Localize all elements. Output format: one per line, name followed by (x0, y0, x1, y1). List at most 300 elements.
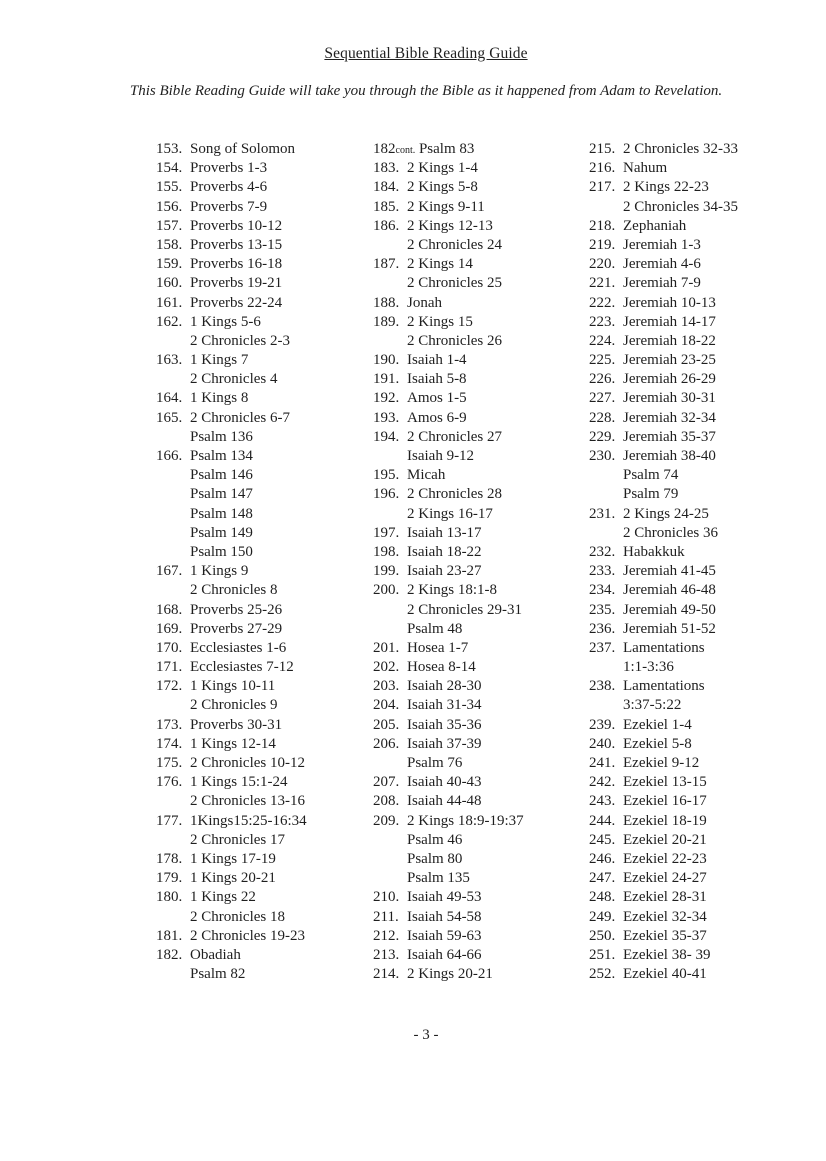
entry-reading: 2 Kings 16-17 (407, 505, 493, 522)
reading-entry (589, 140, 799, 159)
entry-reading: Psalm 134 (190, 448, 253, 464)
reading-entry (589, 620, 799, 639)
entry-reading: Isaiah 1-4 (407, 352, 467, 369)
entry-number: 225. (589, 352, 616, 369)
entry-number: 171. (156, 659, 183, 676)
entry-reading: 2 Kings 22-23 (623, 179, 709, 196)
reading-entry (156, 543, 361, 562)
entry-number: 220. (589, 256, 616, 273)
page-number: - 3 - (413, 1027, 439, 1043)
reading-entry (373, 274, 583, 293)
entry-number: 247. (589, 870, 616, 887)
entry-number: 201. (373, 639, 400, 656)
entry-number: 180. (156, 889, 183, 906)
reading-entry (156, 946, 361, 965)
reading-entry (589, 409, 799, 428)
entry-reading: Proverbs 10-12 (190, 217, 283, 234)
entry-number: 154. (156, 160, 183, 177)
reading-entry (373, 581, 583, 600)
reading-entry (156, 140, 361, 159)
reading-entry (373, 792, 583, 811)
entry-number: 221. (589, 275, 616, 292)
entry-number: 194. (373, 428, 400, 445)
reading-entry (156, 677, 361, 696)
reading-entry (373, 888, 583, 907)
reading-entry (373, 812, 583, 831)
entry-number: 191. (373, 371, 400, 388)
entry-reading: Isaiah 31-34 (407, 697, 482, 714)
entry-reading: 2 Chronicles 9 (190, 697, 278, 714)
entry-reading: 1:1-3:36 (623, 659, 674, 676)
entry-reading: Ecclesiastes 1-6 (190, 639, 287, 656)
entry-reading: Psalm 79 (623, 486, 679, 503)
reading-entry (373, 140, 583, 159)
reading-entry (373, 754, 583, 773)
entry-reading: Psalm 135 (407, 870, 470, 887)
entry-reading: Isaiah 44-48 (407, 793, 482, 810)
entry-reading: Isaiah 28-30 (407, 678, 482, 695)
reading-entry (156, 562, 361, 581)
entry-reading: 2 Chronicles 28 (407, 486, 502, 503)
entry-number: 203. (373, 678, 400, 695)
reading-entry (156, 601, 361, 620)
reading-entry (156, 812, 361, 831)
entry-number: 193. (373, 409, 400, 426)
entry-reading: 2 Chronicles 17 (190, 831, 285, 848)
entry-number: 232. (589, 543, 616, 560)
entry-reading: Psalm 83 (418, 141, 475, 157)
entry-number: 233. (589, 563, 616, 580)
entry-number: 166. (156, 448, 183, 464)
reading-entry (156, 313, 361, 332)
entry-reading: 1 Kings 10-11 (190, 678, 276, 695)
entry-number: 251. (589, 946, 616, 963)
entry-reading: Ezekiel 1-4 (623, 716, 692, 733)
page-intro: This Bible Reading Guide will take you through the Bible as it happened from Adam to Revelation. (129, 83, 723, 99)
entry-reading: Jeremiah 46-48 (623, 582, 716, 599)
entry-reading: Micah (407, 467, 446, 484)
reading-entry (373, 908, 583, 927)
reading-entry (156, 485, 361, 504)
entry-number: 172. (156, 678, 183, 695)
entry-number: 213. (373, 946, 400, 963)
entry-reading: 2 Chronicles 32-33 (623, 141, 738, 157)
entry-reading: Ezekiel 35-37 (623, 927, 707, 944)
entry-reading: Proverbs 4-6 (190, 179, 268, 196)
reading-entry (156, 716, 361, 735)
reading-entry (373, 198, 583, 217)
reading-entry (373, 236, 583, 255)
entry-reading: Jeremiah 49-50 (623, 601, 716, 618)
entry-reading: 2 Chronicles 8 (190, 582, 278, 599)
reading-entry (373, 485, 583, 504)
entry-reading: Psalm 74 (623, 467, 679, 484)
entry-reading: Nahum (623, 160, 668, 177)
entry-reading: Ezekiel 24-27 (623, 870, 707, 887)
entry-number: 230. (589, 448, 616, 464)
entry-reading: Ezekiel 13-15 (623, 774, 707, 791)
reading-entry (373, 658, 583, 677)
reading-entry (373, 677, 583, 696)
reading-entry (156, 831, 361, 850)
entry-number: 188. (373, 294, 400, 311)
entry-reading: 2 Kings 12-13 (407, 217, 493, 234)
entry-reading: Proverbs 13-15 (190, 236, 283, 253)
entry-reading: Jeremiah 4-6 (623, 256, 701, 273)
entry-number: 164. (156, 390, 183, 407)
entry-number: 174. (156, 735, 183, 752)
reading-entry (373, 313, 583, 332)
entry-number: 250. (589, 927, 616, 944)
reading-entry (589, 217, 799, 236)
entry-number: 182. (156, 946, 183, 963)
entry-number: 183. (373, 160, 400, 177)
reading-entry (373, 850, 583, 869)
reading-entry (373, 409, 583, 428)
entry-number: 245. (589, 831, 616, 848)
entry-reading: Jonah (407, 294, 442, 311)
entry-reading: Proverbs 1-3 (190, 160, 268, 177)
entry-number: 215. (589, 141, 616, 157)
entry-number: 204. (373, 697, 400, 714)
entry-number: 165. (156, 409, 183, 426)
reading-entry (156, 466, 361, 485)
entry-number: 242. (589, 774, 616, 791)
entry-number: 223. (589, 313, 616, 330)
entry-number: 195. (373, 467, 400, 484)
reading-entry (373, 428, 583, 447)
reading-entry (156, 409, 361, 428)
entry-reading: Amos 6-9 (407, 409, 467, 426)
entry-number: 238. (589, 678, 616, 695)
entry-reading: 2 Kings 18:1-8 (407, 582, 497, 599)
reading-entry (589, 716, 799, 735)
reading-entry (373, 159, 583, 178)
reading-entry (589, 677, 799, 696)
entry-number: 161. (156, 294, 183, 311)
entry-number: 190. (373, 352, 400, 369)
reading-entry (156, 389, 361, 408)
entry-number: 214. (373, 966, 400, 983)
entry-number: 229. (589, 428, 616, 445)
reading-entry (589, 447, 799, 466)
reading-entry (373, 178, 583, 197)
entry-reading: Jeremiah 32-34 (623, 409, 716, 426)
reading-entry (589, 505, 799, 524)
reading-entry (589, 543, 799, 562)
entry-reading: 2 Chronicles 6-7 (190, 409, 290, 426)
entry-reading: Jeremiah 30-31 (623, 390, 716, 407)
reading-entry (589, 466, 799, 485)
reading-entry (589, 198, 799, 217)
entry-number: 211. (373, 908, 399, 925)
entry-number: 212. (373, 927, 400, 944)
entry-reading: 1 Kings 22 (190, 889, 256, 906)
reading-entry (373, 255, 583, 274)
entry-reading: 2 Chronicles 29-31 (407, 601, 522, 618)
entry-reading: Psalm 146 (190, 467, 253, 484)
reading-entry (156, 428, 361, 447)
entry-number: 207. (373, 774, 400, 791)
entry-reading: Jeremiah 41-45 (623, 563, 716, 580)
entry-number: 155. (156, 179, 183, 196)
entry-number: 176. (156, 774, 183, 791)
entry-reading: Ezekiel 16-17 (623, 793, 707, 810)
reading-entry (589, 389, 799, 408)
reading-entry (156, 581, 361, 600)
reading-entry (589, 850, 799, 869)
reading-entry (156, 773, 361, 792)
entry-reading: Isaiah 40-43 (407, 774, 482, 791)
entry-reading: Psalm 80 (407, 850, 463, 867)
entry-continued-mark: cont. (395, 145, 416, 156)
entry-number: 244. (589, 812, 616, 829)
entry-reading: 2 Kings 15 (407, 313, 473, 330)
entry-reading: Psalm 150 (190, 543, 253, 560)
entry-reading: Hosea 8-14 (407, 659, 476, 676)
entry-reading: Amos 1-5 (407, 390, 467, 407)
reading-entry (373, 447, 583, 466)
entry-reading: 2 Chronicles 18 (190, 908, 285, 925)
entry-reading: Isaiah 9-12 (407, 448, 475, 464)
reading-entry (156, 965, 361, 984)
entry-number: 162. (156, 313, 183, 330)
entry-number: 224. (589, 332, 616, 349)
entry-number: 219. (589, 236, 616, 253)
entry-number: 199. (373, 563, 400, 580)
entry-number: 189. (373, 313, 400, 330)
entry-reading: Proverbs 22-24 (190, 294, 283, 311)
entry-reading: Psalm 82 (190, 966, 246, 983)
entry-reading: 2 Chronicles 4 (190, 371, 278, 388)
reading-column-1 (156, 140, 361, 984)
reading-entry (156, 792, 361, 811)
entry-reading: Ezekiel 20-21 (623, 831, 707, 848)
entry-number: 218. (589, 217, 616, 234)
entry-reading: Psalm 149 (190, 524, 253, 541)
entry-reading: Ezekiel 40-41 (623, 966, 707, 983)
reading-entry (373, 773, 583, 792)
entry-number: 246. (589, 850, 616, 867)
entry-reading: Isaiah 13-17 (407, 524, 482, 541)
entry-reading: 2 Chronicles 13-16 (190, 793, 305, 810)
entry-number: 197. (373, 524, 400, 541)
entry-reading: Isaiah 64-66 (407, 946, 482, 963)
reading-entry (373, 351, 583, 370)
entry-reading: Proverbs 25-26 (190, 601, 283, 618)
reading-entry (156, 236, 361, 255)
reading-entry (589, 908, 799, 927)
entry-reading: Psalm 76 (407, 755, 463, 771)
entry-reading: 1 Kings 8 (190, 390, 249, 407)
reading-entry (589, 524, 799, 543)
entry-number: 163. (156, 352, 183, 369)
reading-entry (589, 581, 799, 600)
reading-entry (589, 735, 799, 754)
entry-reading: Ezekiel 28-31 (623, 889, 707, 906)
entry-reading: 2 Chronicles 2-3 (190, 332, 290, 349)
reading-entry (373, 927, 583, 946)
entry-number: 153. (156, 141, 183, 157)
entry-reading: Jeremiah 26-29 (623, 371, 716, 388)
entry-reading: 2 Chronicles 34-35 (623, 198, 738, 215)
reading-entry (589, 754, 799, 773)
entry-reading: 2 Chronicles 25 (407, 275, 502, 292)
entry-number: 196. (373, 486, 400, 503)
reading-entry (156, 274, 361, 293)
reading-entry (373, 217, 583, 236)
entry-number: 184. (373, 179, 400, 196)
reading-entry (373, 466, 583, 485)
entry-reading: 1 Kings 7 (190, 352, 249, 369)
entry-number: 222. (589, 294, 616, 311)
reading-entry (156, 505, 361, 524)
entry-reading: Hosea 1-7 (407, 639, 469, 656)
entry-reading: Isaiah 18-22 (407, 543, 482, 560)
entry-number: 243. (589, 793, 616, 810)
reading-entry (156, 754, 361, 773)
entry-reading: Isaiah 5-8 (407, 371, 467, 388)
entry-number: 248. (589, 889, 616, 906)
entry-reading: 1 Kings 17-19 (190, 850, 276, 867)
reading-entry (156, 198, 361, 217)
entry-reading: Psalm 148 (190, 505, 253, 522)
reading-column-2 (373, 140, 583, 984)
reading-entry (373, 543, 583, 562)
entry-reading: Zephaniah (623, 217, 687, 234)
entry-number: 156. (156, 198, 183, 215)
reading-entry (156, 639, 361, 658)
entry-number: 239. (589, 716, 616, 733)
reading-entry (156, 332, 361, 351)
reading-entry (156, 255, 361, 274)
entry-reading: Isaiah 35-36 (407, 716, 482, 733)
entry-reading: Psalm 147 (190, 486, 253, 503)
reading-entry (373, 639, 583, 658)
reading-entry (589, 927, 799, 946)
entry-reading: 2 Chronicles 27 (407, 428, 502, 445)
reading-entry (589, 601, 799, 620)
entry-reading: 2 Kings 24-25 (623, 505, 709, 522)
reading-entry (156, 447, 361, 466)
entry-number: 178. (156, 850, 183, 867)
entry-reading: Proverbs 30-31 (190, 716, 283, 733)
entry-number: 187. (373, 256, 400, 273)
reading-entry (589, 351, 799, 370)
reading-entry (156, 696, 361, 715)
entry-reading: 2 Kings 14 (407, 256, 473, 273)
entry-reading: Ezekiel 18-19 (623, 812, 707, 829)
entry-reading: Jeremiah 38-40 (623, 448, 716, 464)
entry-reading: 1 Kings 20-21 (190, 870, 276, 887)
reading-entry (156, 620, 361, 639)
reading-entry (156, 888, 361, 907)
reading-entry (373, 601, 583, 620)
entry-reading: 3:37-5:22 (623, 697, 682, 714)
reading-entry (589, 159, 799, 178)
entry-reading: Lamentations (623, 678, 705, 695)
reading-entry (373, 946, 583, 965)
entry-reading: Ezekiel 22-23 (623, 850, 707, 867)
entry-reading: Psalm 48 (407, 620, 463, 637)
entry-reading: 2 Kings 5-8 (407, 179, 478, 196)
entry-reading: Isaiah 59-63 (407, 927, 482, 944)
entry-number: 186. (373, 217, 400, 234)
reading-entry (373, 716, 583, 735)
entry-reading: 2 Kings 9-11 (407, 198, 485, 215)
reading-entry (373, 831, 583, 850)
reading-entry (589, 236, 799, 255)
reading-entry (156, 351, 361, 370)
entry-reading: 2 Chronicles 24 (407, 236, 502, 253)
entry-reading: Ezekiel 5-8 (623, 735, 692, 752)
reading-entry (373, 370, 583, 389)
entry-reading: 2 Kings 20-21 (407, 966, 493, 983)
entry-reading: Jeremiah 51-52 (623, 620, 716, 637)
reading-entry (589, 812, 799, 831)
entry-reading: Obadiah (190, 946, 241, 963)
entry-reading: Isaiah 37-39 (407, 735, 482, 752)
entry-number: 208. (373, 793, 400, 810)
entry-reading: 2 Chronicles 19-23 (190, 927, 305, 944)
entry-reading: Proverbs 27-29 (190, 620, 283, 637)
reading-entry (373, 869, 583, 888)
entry-reading: Proverbs 7-9 (190, 198, 268, 215)
entry-number: 236. (589, 620, 616, 637)
entry-reading: Proverbs 16-18 (190, 256, 283, 273)
reading-entry (373, 735, 583, 754)
entry-number: 226. (589, 371, 616, 388)
reading-entry (373, 505, 583, 524)
reading-entry (589, 428, 799, 447)
entry-number: 160. (156, 275, 183, 292)
entry-number: 228. (589, 409, 616, 426)
entry-number: 235. (589, 601, 616, 618)
reading-entry (156, 524, 361, 543)
entry-reading: 1 Kings 15:1-24 (190, 774, 288, 791)
entry-reading: Jeremiah 18-22 (623, 332, 716, 349)
reading-entry (589, 562, 799, 581)
entry-reading: Isaiah 49-53 (407, 889, 482, 906)
entry-number: 216. (589, 160, 616, 177)
entry-reading: Ezekiel 32-34 (623, 908, 707, 925)
entry-reading: Ezekiel 9-12 (623, 755, 700, 771)
reading-entry (589, 294, 799, 313)
reading-entry (589, 274, 799, 293)
reading-entry (589, 888, 799, 907)
entry-number: 185. (373, 198, 400, 215)
entry-number: 157. (156, 217, 183, 234)
entry-reading: 2 Kings 1-4 (407, 160, 478, 177)
entry-number: 181. (156, 927, 183, 944)
entry-number: 206. (373, 735, 400, 752)
entry-reading: 2 Chronicles 10-12 (190, 755, 305, 771)
entry-number: 192. (373, 390, 400, 407)
reading-entry (589, 658, 799, 677)
reading-entry (156, 294, 361, 313)
entry-number: 168. (156, 601, 183, 618)
entry-number: 217. (589, 179, 616, 196)
entry-number: 227. (589, 390, 616, 407)
entry-number: 240. (589, 735, 616, 752)
entry-reading: 2 Chronicles 36 (623, 524, 718, 541)
entry-reading: Jeremiah 1-3 (623, 236, 701, 253)
reading-entry (156, 217, 361, 236)
entry-reading: Song of Solomon (190, 141, 296, 157)
reading-entry (373, 294, 583, 313)
reading-entry (373, 389, 583, 408)
entry-number: 200. (373, 582, 400, 599)
